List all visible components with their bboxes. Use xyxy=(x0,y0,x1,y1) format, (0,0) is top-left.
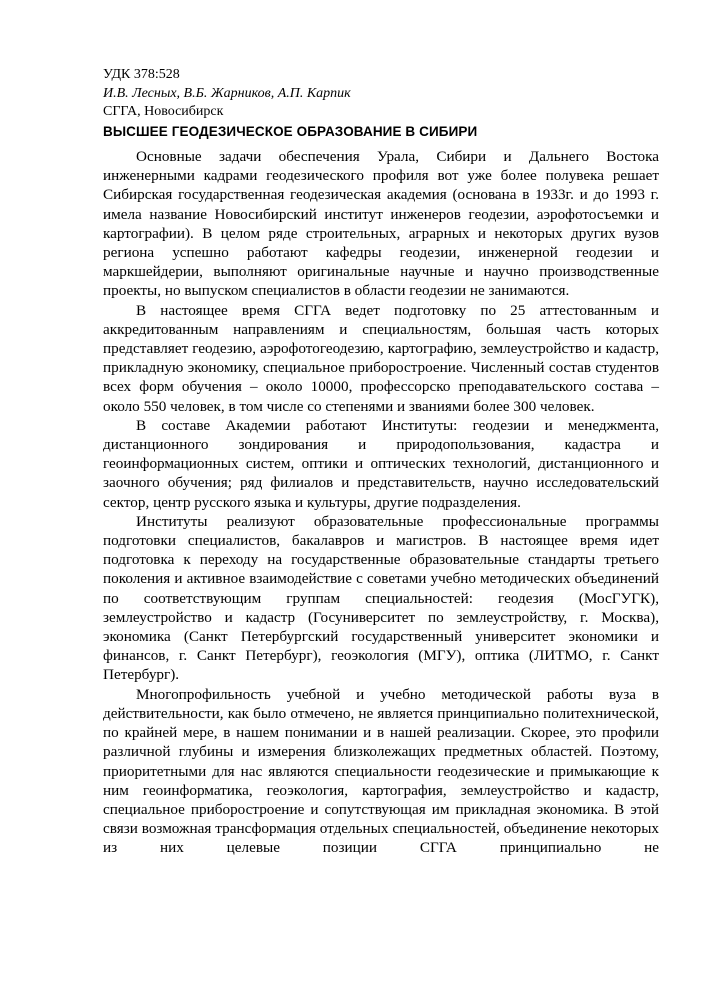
article-header xyxy=(103,66,351,122)
article-title: ВЫСШЕЕ ГЕОДЕЗИЧЕСКОЕ ОБРАЗОВАНИЕ В СИБИРИ xyxy=(103,124,478,139)
paragraph: Многопрофильность учебной и учебно методической работы вуза в действительности, как было отмечено, не является принципиально политехнической, по крайней мере, в нашем понимании и в нашей реализации. Скорее, это профили различной глубины и измерения близколежащих предметных областей. Поэтому, приоритетными для нас являются специальности геодезические и примыкающие к ним геоинформатика, геоэкология, картография, землеустройство и кадастр, специальное приборостроение и сопутствующая им прикладная экономика. В этой связи возможная трансформация отдельных специальностей, объединение некоторых из них целевые позиции СГГА принципиально не xyxy=(103,685,659,857)
paragraph: Институты реализуют образовательные профессиональные программы подготовки специалистов, бакалавров и магистров. В настоящее время идет подготовка к переходу на государственные образовательные стандарты третьего поколения и активное взаимодействие с советами учебно методических объединений по соответствующим группам специальностей: геодезия (МосГУГК), землеустройство и кадастр (Госуниверситет по землеустройству, г. Москва), экономика (Санкт Петербургский государственный университет экономики и финансов, г. Санкт Петербург), геоэкология (МГУ), оптика (ЛИТМО, г. Санкт Петербург). xyxy=(103,512,659,684)
authors: И.В. Лесных, В.Б. Жарников, А.П. Карпик xyxy=(103,85,351,101)
paragraph: В настоящее время СГГА ведет подготовку по 25 аттестованным и аккредитованным направлениям и специальностям, большая часть которых представляет геодезию, аэрофотогеодезию, картографию, землеустройство и кадастр, прикладную экономику, специальное приборостроение. Численный состав студентов всех форм обучения – около 10000, профессорско преподавательского состава – около 550 человек, в том числе со степенями и званиями более 300 человек. xyxy=(103,301,659,415)
affiliation: СГГА, Новосибирск xyxy=(103,104,224,119)
article-body xyxy=(103,147,659,858)
udk-code: УДК 378:528 xyxy=(103,67,180,82)
paragraph: В составе Академии работают Институты: геодезии и менеджмента, дистанционного зондирования и природопользования, кадастра и геоинформационных систем, оптики и оптических технологий, дистанционного и заочного обучения; ряд филиалов и представительств, научно исследовательский сектор, центр русского языка и культуры, другие подразделения. xyxy=(103,416,659,511)
paragraph: Основные задачи обеспечения Урала, Сибири и Дальнего Востока инженерными кадрами геодезического профиля вот уже более полувека решает Сибирская государственная геодезическая академия (основана в 1933г. и до 1993 г. имела название Новосибирский институт инженеров геодезии, аэрофотосъемки и картографии). В целом ряде строительных, аграрных и некоторых других вузов региона успешно работают кафедры геодезии, инженерной геодезии и маркшейдерии, выполняют оригинальные научные и научно производственные проекты, но выпуском специалистов в области геодезии не занимаются. xyxy=(103,148,659,300)
